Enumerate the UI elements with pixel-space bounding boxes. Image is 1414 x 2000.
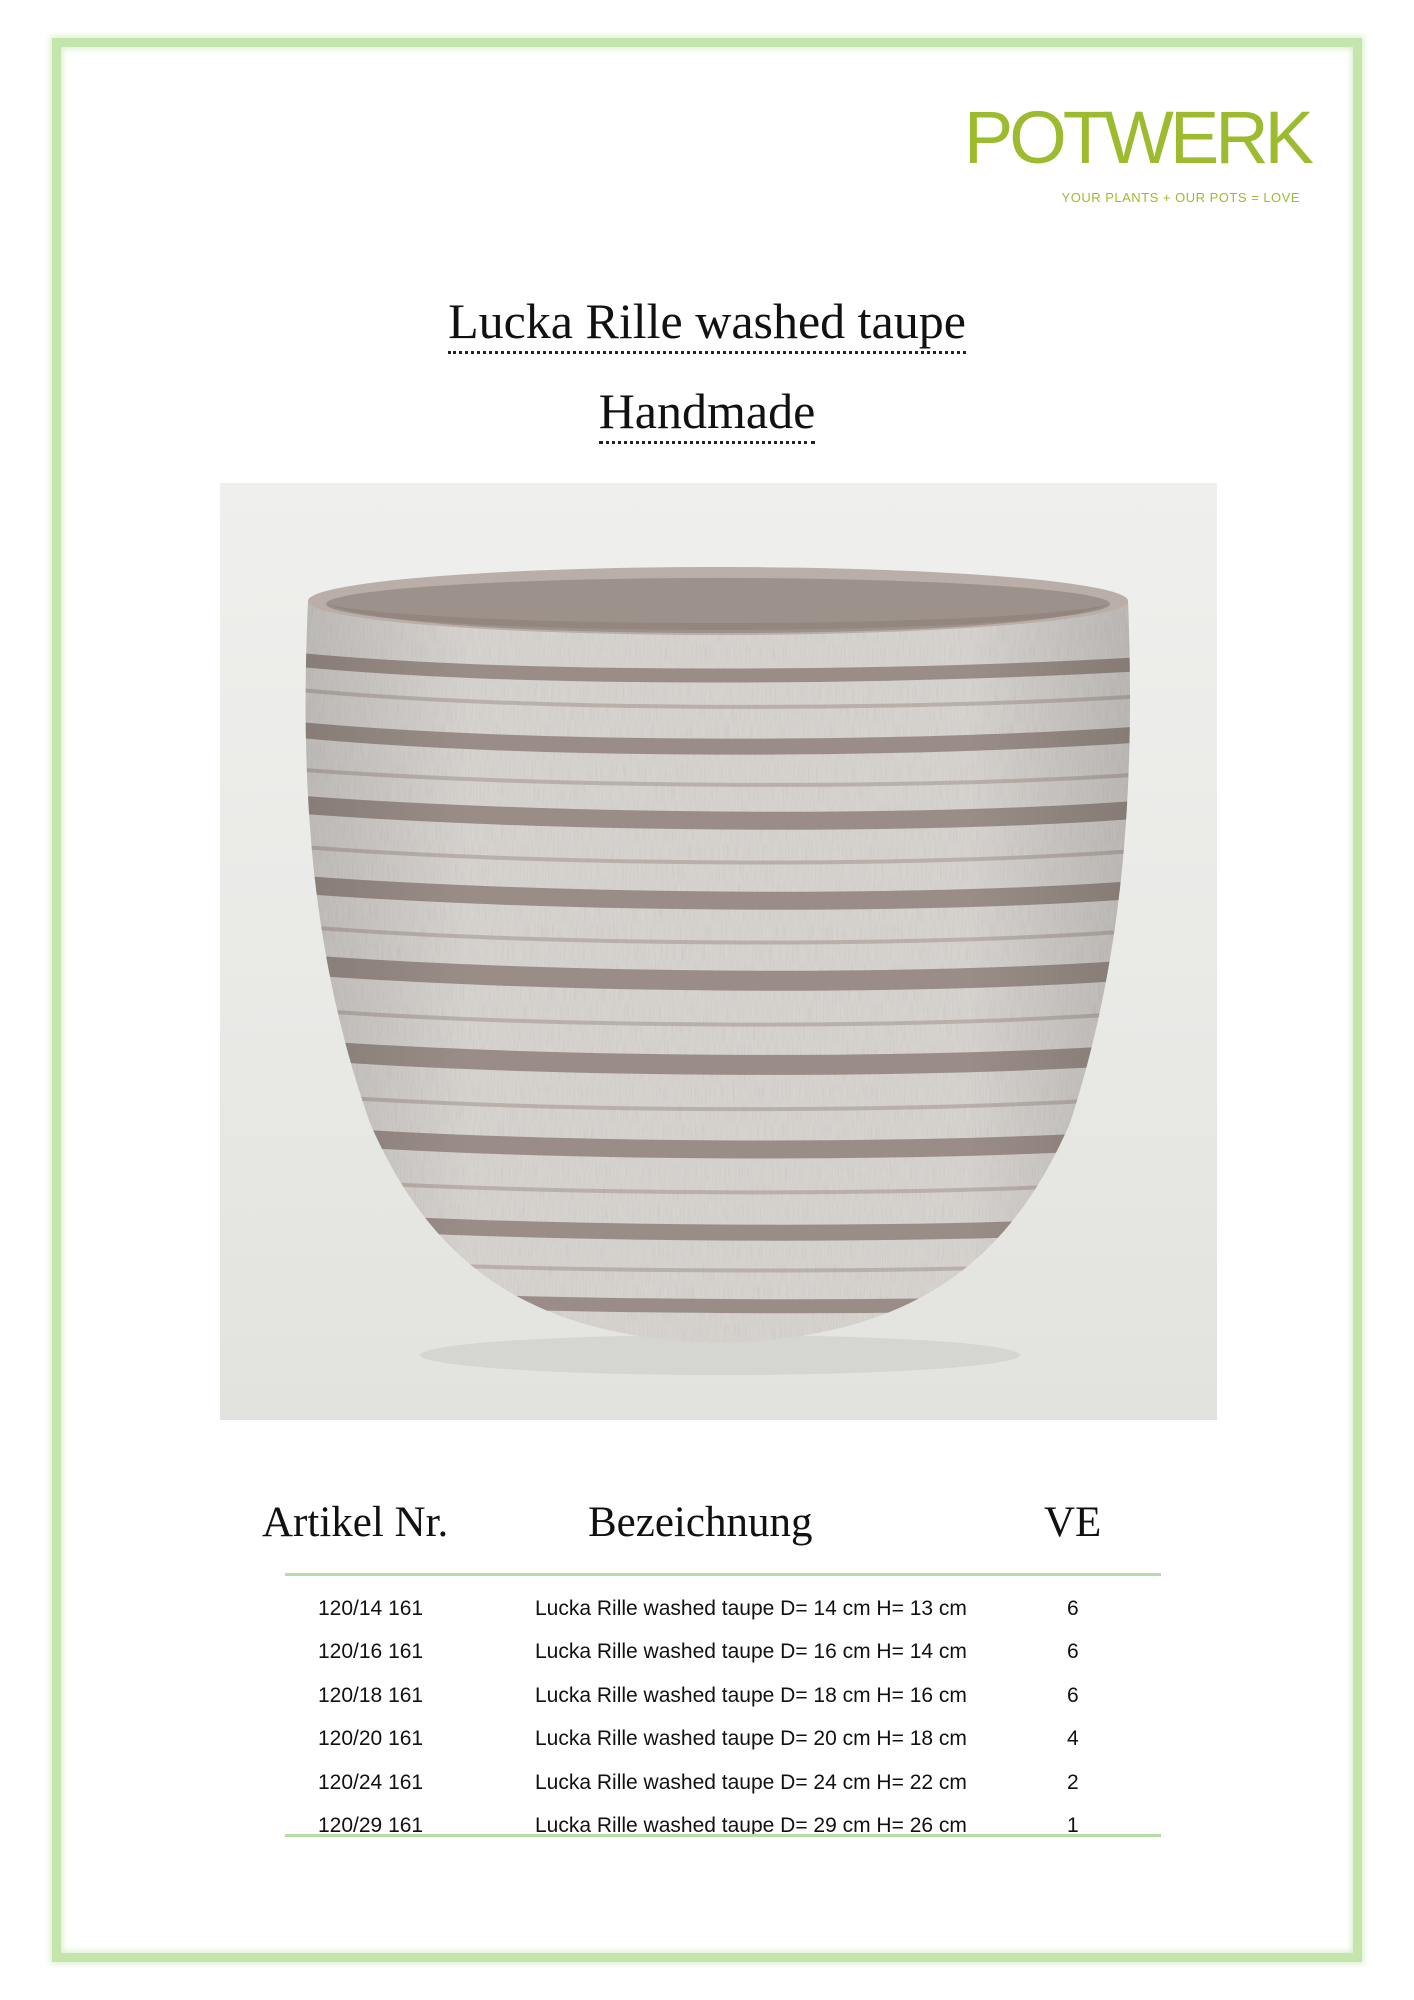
packing-unit-cell: 6 — [1067, 1597, 1079, 1620]
logo-wordmark: POTWERK — [963, 96, 1310, 179]
packing-unit-cell: 2 — [1067, 1770, 1079, 1794]
table-row — [285, 1761, 1161, 1804]
article-number-cell: 120/16 161 — [318, 1640, 424, 1664]
article-number-cell: 120/18 161 — [318, 1683, 424, 1707]
pot-illustration — [220, 483, 1217, 1420]
description-cell: Lucka Rille washed taupe D= 20 cm H= 18 cm — [535, 1727, 967, 1751]
table-row — [285, 1587, 1161, 1630]
table-row — [285, 1674, 1161, 1717]
packing-unit-cell: 6 — [1067, 1683, 1079, 1707]
brand-logo — [910, 98, 1310, 218]
logo-tagline: YOUR PLANTS + OUR POTS = LOVE — [1061, 190, 1300, 205]
header-article-number: Artikel Nr. — [262, 1499, 449, 1546]
packing-unit-cell: 6 — [1067, 1640, 1079, 1664]
table-row — [285, 1804, 1161, 1847]
table-top-rule — [285, 1573, 1161, 1576]
description-cell: Lucka Rille washed taupe D= 24 cm H= 22 cm — [535, 1770, 967, 1794]
packing-unit-cell: 1 — [1067, 1813, 1079, 1837]
description-cell: Lucka Rille washed taupe D= 14 cm H= 13 cm — [535, 1597, 967, 1620]
description-cell: Lucka Rille washed taupe D= 29 cm H= 26 cm — [535, 1813, 967, 1837]
article-number-cell: 120/29 161 — [318, 1813, 424, 1837]
product-title-text: Lucka Rille washed taupe — [448, 293, 966, 354]
description-cell: Lucka Rille washed taupe D= 16 cm H= 14 cm — [535, 1640, 967, 1664]
article-number-cell: 120/20 161 — [318, 1727, 424, 1751]
article-number-cell: 120/24 161 — [318, 1770, 424, 1794]
product-photo — [220, 483, 1217, 1420]
header-packing-unit: VE — [1044, 1499, 1102, 1546]
product-subtitle — [0, 382, 1414, 440]
article-number-cell: 120/14 161 — [318, 1597, 424, 1620]
table-row — [285, 1630, 1161, 1673]
packing-unit-cell: 4 — [1067, 1727, 1079, 1751]
header-description: Bezeichnung — [588, 1499, 813, 1546]
product-subtitle-text: Handmade — [599, 383, 816, 444]
product-table — [285, 1587, 1161, 1847]
table-row — [285, 1717, 1161, 1760]
product-title — [0, 292, 1414, 350]
description-cell: Lucka Rille washed taupe D= 18 cm H= 16 cm — [535, 1683, 967, 1707]
table-bottom-rule — [285, 1834, 1161, 1837]
